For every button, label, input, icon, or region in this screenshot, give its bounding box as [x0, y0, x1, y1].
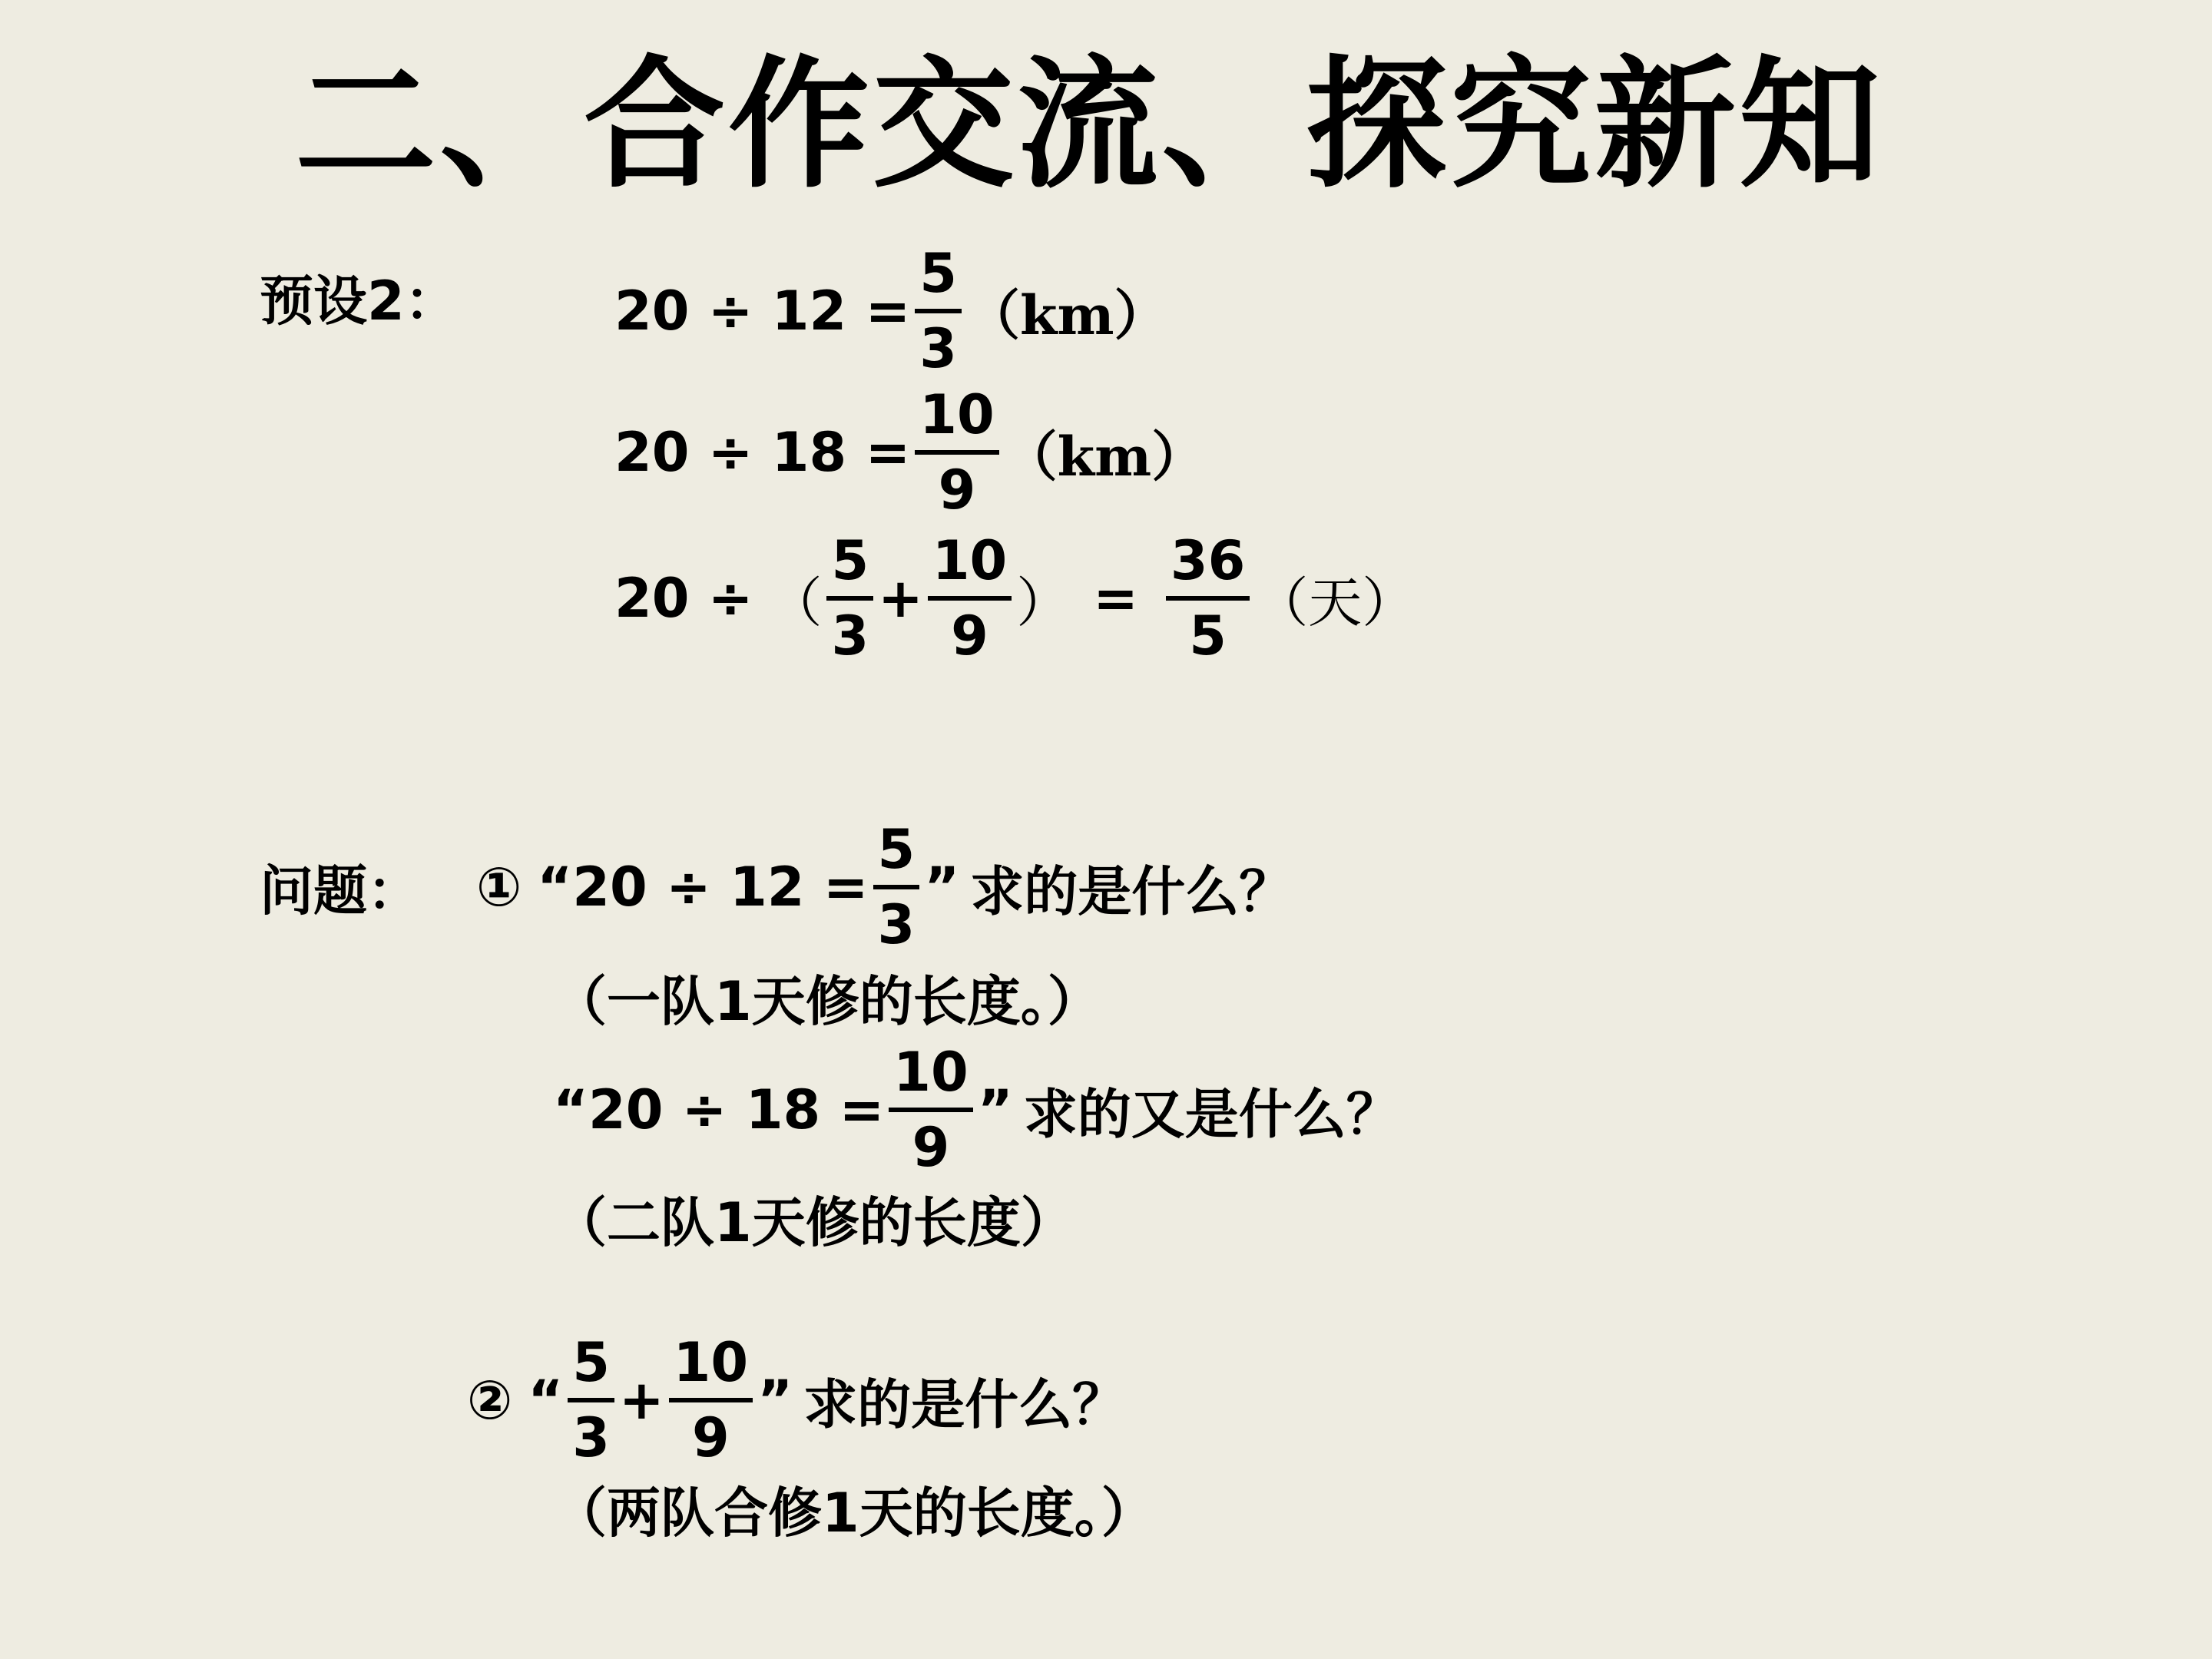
- fraction-5-3: [568, 1327, 614, 1473]
- answer-2: （两队合修1天的长度。）: [553, 1482, 1155, 1545]
- fraction-numerator: 5: [919, 242, 957, 305]
- equation-3-unit: （天）: [1254, 571, 1416, 634]
- fraction-numerator: 5: [572, 1331, 611, 1394]
- plus-sign: +: [878, 567, 923, 630]
- equation-2: [614, 379, 1205, 525]
- equation-1: [614, 238, 1168, 384]
- close-quote: ”: [757, 1369, 793, 1432]
- equation-1-fraction: [915, 238, 962, 384]
- preset-label: 预设2：: [260, 270, 459, 333]
- equation-1-unit: （km）: [965, 283, 1168, 347]
- answer-1: （一队1天修的长度。）: [553, 970, 1101, 1033]
- fraction-denominator: 3: [831, 604, 869, 667]
- slide-title: 二、合作交流、探究新知: [295, 41, 1884, 207]
- fraction-numerator: 5: [877, 818, 916, 881]
- open-quote: “: [528, 1369, 564, 1432]
- open-quote: “: [553, 1078, 589, 1141]
- fraction-5-3: [826, 525, 873, 671]
- question-1b-lhs: 20 ÷ 18 =: [588, 1078, 885, 1141]
- question-1: [476, 814, 1293, 960]
- questions-label: 问题：: [260, 859, 421, 922]
- equation-2-lhs: 20 ÷ 18 =: [614, 421, 911, 484]
- fraction-denominator: 9: [912, 1116, 950, 1179]
- question-1-fraction: [873, 814, 920, 960]
- fraction-denominator: 9: [938, 459, 976, 522]
- fraction-denominator: 9: [951, 604, 988, 667]
- fraction-36-5: [1166, 525, 1250, 671]
- equation-2-fraction: [915, 379, 998, 525]
- question-1-lhs: 20 ÷ 12 =: [572, 856, 869, 919]
- answer-1b: （二队1天修的长度）: [553, 1191, 1075, 1254]
- fraction-numerator: 36: [1170, 529, 1246, 592]
- fraction-denominator: 9: [692, 1406, 730, 1469]
- close-quote: ”: [977, 1078, 1013, 1141]
- equals-sign: =: [1093, 567, 1138, 630]
- fraction-numerator: 5: [831, 529, 869, 592]
- question-1-text: 求的是什么？: [970, 859, 1293, 923]
- fraction-10-9: [928, 525, 1012, 671]
- fraction-numerator: 10: [932, 529, 1008, 592]
- question-2-marker: ②: [467, 1369, 513, 1432]
- fraction-denominator: 3: [877, 893, 916, 956]
- fraction-denominator: 3: [919, 317, 957, 380]
- plus-sign: +: [619, 1369, 664, 1432]
- question-1-marker: ①: [476, 856, 522, 919]
- equation-3-lhs: 20 ÷: [614, 567, 753, 630]
- question-2: [467, 1327, 1126, 1473]
- fraction-10-9: [669, 1327, 753, 1473]
- close-paren: ）: [1016, 571, 1071, 634]
- question-1b-fraction: [889, 1037, 972, 1183]
- equation-2-unit: （km）: [1003, 424, 1206, 488]
- equation-3: [614, 525, 1416, 671]
- question-1b-text: 求的又是什么？: [1023, 1082, 1400, 1146]
- fraction-denominator: 3: [572, 1406, 611, 1469]
- fraction-numerator: 10: [919, 383, 995, 446]
- open-paren: （: [768, 571, 823, 634]
- equation-1-lhs: 20 ÷ 12 =: [614, 280, 911, 343]
- question-1b: [553, 1037, 1400, 1183]
- close-quote: ”: [924, 856, 960, 919]
- question-2-text: 求的是什么？: [803, 1373, 1127, 1436]
- fraction-numerator: 10: [673, 1331, 749, 1394]
- open-quote: “: [537, 856, 573, 919]
- fraction-denominator: 5: [1189, 604, 1227, 667]
- fraction-numerator: 10: [893, 1041, 969, 1104]
